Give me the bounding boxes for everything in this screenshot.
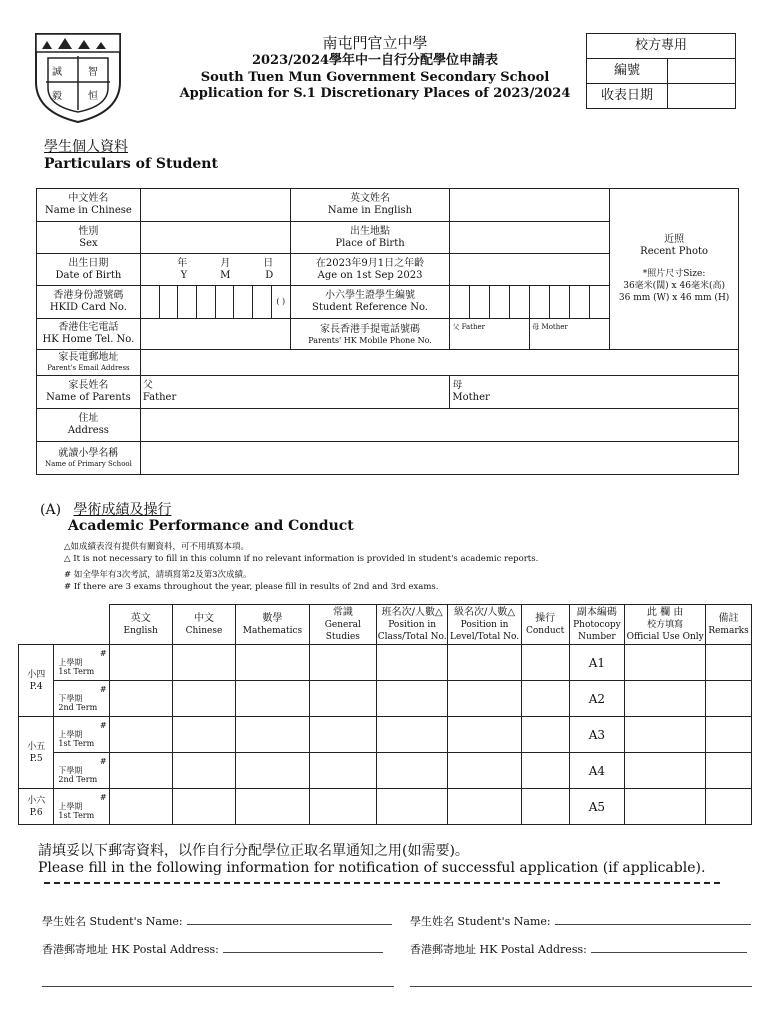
term-cell: # 上學期 1st Term — [54, 789, 109, 825]
office-use-box — [586, 33, 736, 109]
photo-box[interactable]: 近照 Recent Photo *照片尺寸Size: 36毫米(闊) x 46毫米(高) 36 mm (W) x 46 mm (H) — [610, 189, 739, 350]
name-cn-field[interactable] — [140, 189, 290, 222]
column-header: 常識 General Studies — [309, 605, 376, 645]
note-2-en: # If there are 3 exams throughout the year, please fill in results of 2nd and 3rd exams. — [64, 582, 439, 592]
right-addr-label: 香港郵寄地址 HK Postal Address: — [410, 943, 587, 956]
score-input-cell[interactable] — [172, 789, 235, 825]
left-name-field[interactable] — [187, 924, 392, 925]
column-header: 英文 English — [109, 605, 172, 645]
academic-marker: (A) — [40, 502, 62, 518]
note-2-cn: # 如全學年有3次考試，請填寫第2及第3次成績。 — [64, 570, 252, 580]
score-input-cell[interactable] — [376, 753, 447, 789]
score-input-cell[interactable] — [109, 717, 172, 753]
age-label: 在2023年9月1日之年齡 Age on 1st Sep 2023 — [290, 254, 450, 286]
table-row — [19, 789, 752, 825]
crest-char-4: 恒 — [88, 91, 98, 102]
column-header: 數學 Mathematics — [236, 605, 310, 645]
sex-label: 性別 Sex — [37, 222, 141, 254]
score-input-cell[interactable] — [236, 789, 310, 825]
score-input-cell[interactable] — [376, 789, 447, 825]
crest-char-1: 誠 — [52, 67, 62, 78]
column-header: 此 欄 由 校方填寫 Official Use Only — [625, 605, 706, 645]
mailing-instructions — [38, 843, 705, 877]
ref-label: 小六學生證學生編號 Student Reference No. — [290, 286, 450, 319]
score-input-cell[interactable] — [521, 789, 569, 825]
office-date-label: 收表日期 — [587, 84, 668, 109]
note-1-cn: △如成績表沒有提供有關資料，可不用填寫本項。 — [64, 542, 250, 552]
hkid-label: 香港身份證號碼 HKID Card No. — [37, 286, 141, 319]
photocopy-number-cell: A1 — [569, 645, 625, 681]
score-input-cell[interactable] — [109, 645, 172, 681]
score-input-cell[interactable] — [376, 681, 447, 717]
right-name-label: 學生姓名 Student's Name: — [410, 915, 551, 928]
ref-field[interactable] — [450, 286, 610, 319]
mailing-line-en: Please fill in the following information for notification of successful application (if applicable). — [38, 860, 706, 876]
name-en-label: 英文姓名 Name in English — [290, 189, 450, 222]
score-input-cell[interactable] — [309, 789, 376, 825]
term-cell: # 下學期 2nd Term — [54, 753, 109, 789]
score-input-cell[interactable] — [625, 681, 706, 717]
school-name-en: South Tuen Mun Government Secondary School — [200, 70, 550, 85]
column-header: 中文 Chinese — [172, 605, 235, 645]
primary-field[interactable] — [140, 442, 738, 475]
mailing-form-left — [42, 913, 394, 990]
office-ref-field[interactable] — [668, 59, 736, 84]
score-input-cell[interactable] — [448, 681, 521, 717]
right-addr-field[interactable] — [591, 952, 747, 953]
mobile-label: 家長香港手提電話號碼 Parents' HK Mobile Phone No. — [290, 319, 450, 350]
score-input-cell[interactable] — [172, 753, 235, 789]
grade-cell: 小四 P.4 — [19, 645, 54, 717]
grade-cell: 小六 P.6 — [19, 789, 54, 825]
left-name-label: 學生姓名 Student's Name: — [42, 915, 183, 928]
score-input-cell[interactable] — [521, 753, 569, 789]
academic-heading — [40, 502, 354, 534]
mother-name-field[interactable]: 母 Mother — [450, 376, 739, 409]
table-row — [19, 753, 752, 789]
score-input-cell[interactable] — [448, 717, 521, 753]
score-input-cell[interactable] — [309, 753, 376, 789]
hometel-label: 香港住宅電話 HK Home Tel. No. — [37, 319, 141, 350]
column-header: 備註 Remarks — [706, 605, 752, 645]
office-ref-label: 編號 — [587, 59, 668, 84]
crest-char-3: 毅 — [52, 91, 62, 102]
photocopy-number-cell: A5 — [569, 789, 625, 825]
score-input-cell[interactable] — [521, 717, 569, 753]
mailing-line-cn: 請填妥以下郵寄資料，以作自行分配學位正取名單通知之用(如需要)。 — [38, 843, 469, 859]
address-field[interactable] — [140, 409, 738, 442]
right-addr-line-2[interactable] — [410, 986, 752, 987]
particulars-heading-en: Particulars of Student — [44, 156, 218, 172]
particulars-table — [36, 188, 739, 475]
score-input-cell[interactable] — [706, 645, 752, 681]
column-header: 操行 Conduct — [521, 605, 569, 645]
crest-char-2: 智 — [88, 67, 98, 78]
academic-heading-en: Academic Performance and Conduct — [68, 518, 354, 534]
academic-table — [18, 604, 752, 825]
column-header: 班名次/人數△ Position in Class/Total No. — [376, 605, 447, 645]
mobile-field[interactable]: 父 Father 母 Mother — [450, 319, 610, 350]
left-addr-line-2[interactable] — [42, 986, 394, 987]
grade-cell: 小五 P.5 — [19, 717, 54, 789]
score-input-cell[interactable] — [376, 717, 447, 753]
dob-label: 出生日期 Date of Birth — [37, 254, 141, 286]
name-cn-label: 中文姓名 Name in Chinese — [37, 189, 141, 222]
email-label: 家長電郵地址 Parent's Email Address — [37, 350, 141, 376]
score-input-cell[interactable] — [625, 753, 706, 789]
score-input-cell[interactable] — [309, 681, 376, 717]
column-header: 副本編碼 Photocopy Number — [569, 605, 625, 645]
term-cell: # 下學期 2nd Term — [54, 681, 109, 717]
score-input-cell[interactable] — [625, 789, 706, 825]
table-row — [19, 717, 752, 753]
term-cell: # 上學期 1st Term — [54, 717, 109, 753]
table-row — [19, 645, 752, 681]
mailing-form-right — [410, 913, 752, 990]
form-title-en: Application for S.1 Discretionary Places of 2023/2024 — [179, 86, 571, 101]
photocopy-number-cell: A3 — [569, 717, 625, 753]
score-input-cell[interactable] — [236, 645, 310, 681]
school-crest — [32, 32, 124, 124]
page-header — [170, 34, 580, 102]
score-input-cell[interactable] — [236, 753, 310, 789]
parents-label: 家長姓名 Name of Parents — [37, 376, 141, 409]
score-input-cell[interactable] — [706, 717, 752, 753]
score-input-cell[interactable] — [706, 753, 752, 789]
score-input-cell[interactable] — [521, 645, 569, 681]
hometel-field[interactable] — [140, 319, 290, 350]
academic-notes — [64, 541, 538, 593]
dob-field[interactable]: 年 Y 月 M 日 D — [140, 254, 290, 286]
form-title-cn: 2023/2024學年中一自行分配學位申請表 — [251, 53, 499, 68]
pob-label: 出生地點 Place of Birth — [290, 222, 450, 254]
score-input-cell[interactable] — [625, 717, 706, 753]
score-input-cell[interactable] — [448, 753, 521, 789]
address-label: 住址 Address — [37, 409, 141, 442]
office-use-heading: 校方專用 — [587, 34, 736, 59]
name-en-field[interactable] — [450, 189, 610, 222]
cut-line — [44, 882, 720, 884]
particulars-heading-cn: 學生個人資料 — [44, 139, 128, 155]
left-addr-field[interactable] — [223, 952, 383, 953]
score-input-cell[interactable] — [448, 645, 521, 681]
father-name-field[interactable]: 父 Father — [140, 376, 450, 409]
term-cell: # 上學期 1st Term — [54, 645, 109, 681]
school-name-cn: 南屯門官立中學 — [322, 34, 428, 52]
score-input-cell[interactable] — [309, 645, 376, 681]
score-input-cell[interactable] — [172, 717, 235, 753]
score-input-cell[interactable] — [109, 681, 172, 717]
photocopy-number-cell: A2 — [569, 681, 625, 717]
score-input-cell[interactable] — [376, 645, 447, 681]
left-addr-label: 香港郵寄地址 HK Postal Address: — [42, 943, 219, 956]
note-1-en: △ It is not necessary to fill in this column if no relevant information is provided in student's academic reports. — [64, 554, 539, 564]
age-field[interactable] — [450, 254, 610, 286]
hkid-field[interactable]: ( ) — [140, 286, 290, 319]
score-input-cell[interactable] — [706, 681, 752, 717]
corner-cell — [19, 605, 110, 645]
score-input-cell[interactable] — [109, 789, 172, 825]
score-input-cell[interactable] — [706, 789, 752, 825]
score-input-cell[interactable] — [448, 789, 521, 825]
score-input-cell[interactable] — [236, 681, 310, 717]
score-input-cell[interactable] — [172, 681, 235, 717]
table-row — [19, 681, 752, 717]
primary-label: 就讀小學名稱 Name of Primary School — [37, 442, 141, 475]
score-input-cell[interactable] — [236, 717, 310, 753]
academic-heading-cn: 學術成績及操行 — [73, 502, 172, 518]
score-input-cell[interactable] — [109, 753, 172, 789]
email-field[interactable] — [140, 350, 738, 376]
right-name-field[interactable] — [555, 924, 751, 925]
office-date-field[interactable] — [668, 84, 736, 109]
pob-field[interactable] — [450, 222, 610, 254]
score-input-cell[interactable] — [521, 681, 569, 717]
score-input-cell[interactable] — [172, 645, 235, 681]
score-input-cell[interactable] — [625, 645, 706, 681]
column-header: 級名次/人數△ Position in Level/Total No. — [448, 605, 521, 645]
sex-field[interactable] — [140, 222, 290, 254]
particulars-heading — [44, 139, 218, 173]
photocopy-number-cell: A4 — [569, 753, 625, 789]
score-input-cell[interactable] — [309, 717, 376, 753]
